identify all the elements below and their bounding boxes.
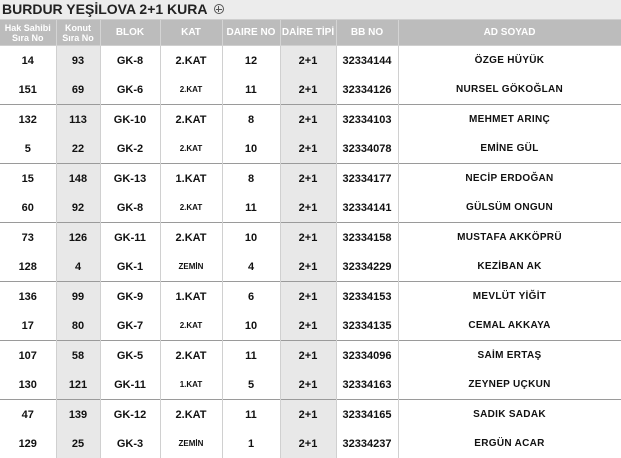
cell-konut-sira-no: 93	[56, 46, 100, 76]
cell-kat: 1.KAT	[160, 370, 222, 400]
cell-daire-no: 1	[222, 429, 280, 458]
cell-blok: GK-11	[100, 223, 160, 253]
header-blok: BLOK	[100, 20, 160, 46]
table-row	[0, 252, 621, 282]
cell-kat: 2.KAT	[160, 341, 222, 371]
cell-blok: GK-3	[100, 429, 160, 458]
cell-hak-sahibi-sira-no: 129	[0, 429, 56, 458]
expand-plus-icon[interactable]	[214, 4, 224, 14]
cell-konut-sira-no: 80	[56, 311, 100, 341]
cell-bb-no: 32334141	[336, 193, 398, 223]
cell-ad-soyad: GÜLSÜM ONGUN	[398, 193, 621, 223]
cell-hak-sahibi-sira-no: 60	[0, 193, 56, 223]
cell-bb-no: 32334237	[336, 429, 398, 458]
cell-bb-no: 32334078	[336, 134, 398, 164]
cell-daire-no: 10	[222, 311, 280, 341]
cell-ad-soyad: MEHMET ARINÇ	[398, 105, 621, 135]
cell-daire-tipi: 2+1	[280, 164, 336, 194]
cell-bb-no: 32334229	[336, 252, 398, 282]
cell-konut-sira-no: 139	[56, 400, 100, 430]
cell-daire-tipi: 2+1	[280, 282, 336, 312]
cell-daire-tipi: 2+1	[280, 46, 336, 76]
table-row	[0, 193, 621, 223]
cell-kat: 1.KAT	[160, 164, 222, 194]
cell-blok: GK-10	[100, 105, 160, 135]
table-row	[0, 105, 621, 135]
cell-hak-sahibi-sira-no: 128	[0, 252, 56, 282]
cell-bb-no: 32334165	[336, 400, 398, 430]
cell-bb-no: 32334135	[336, 311, 398, 341]
cell-kat: ZEMİN	[160, 252, 222, 282]
cell-kat: 1.KAT	[160, 282, 222, 312]
cell-ad-soyad: MEVLÜT YİĞİT	[398, 282, 621, 312]
cell-ad-soyad: NURSEL GÖKOĞLAN	[398, 75, 621, 105]
cell-konut-sira-no: 58	[56, 341, 100, 371]
cell-daire-tipi: 2+1	[280, 75, 336, 105]
cell-ad-soyad: NECİP ERDOĞAN	[398, 164, 621, 194]
header-hak-line1: Hak Sahibi	[0, 23, 56, 33]
cell-bb-no: 32334163	[336, 370, 398, 400]
cell-blok: GK-5	[100, 341, 160, 371]
header-daire-no: DAIRE NO	[222, 20, 280, 46]
cell-daire-tipi: 2+1	[280, 223, 336, 253]
cell-kat: ZEMİN	[160, 429, 222, 458]
cell-kat: 2.KAT	[160, 311, 222, 341]
cell-kat: 2.KAT	[160, 75, 222, 105]
cell-blok: GK-6	[100, 75, 160, 105]
cell-bb-no: 32334153	[336, 282, 398, 312]
cell-daire-tipi: 2+1	[280, 193, 336, 223]
page-title: BURDUR YEŞİLOVA 2+1 KURA	[2, 1, 207, 17]
cell-ad-soyad: ÖZGE HÜYÜK	[398, 46, 621, 76]
cell-blok: GK-8	[100, 46, 160, 76]
table-row	[0, 282, 621, 312]
cell-konut-sira-no: 113	[56, 105, 100, 135]
cell-blok: GK-12	[100, 400, 160, 430]
cell-bb-no: 32334103	[336, 105, 398, 135]
cell-bb-no: 32334126	[336, 75, 398, 105]
table-row	[0, 341, 621, 371]
cell-daire-tipi: 2+1	[280, 370, 336, 400]
cell-konut-sira-no: 25	[56, 429, 100, 458]
cell-daire-tipi: 2+1	[280, 429, 336, 458]
page-title-bar	[0, 0, 621, 20]
cell-blok: GK-9	[100, 282, 160, 312]
cell-daire-no: 8	[222, 105, 280, 135]
cell-daire-no: 8	[222, 164, 280, 194]
cell-daire-tipi: 2+1	[280, 400, 336, 430]
header-daire-tipi: DAİRE TİPİ	[280, 20, 336, 46]
cell-blok: GK-2	[100, 134, 160, 164]
table-header-row	[0, 20, 621, 46]
cell-kat: 2.KAT	[160, 46, 222, 76]
cell-hak-sahibi-sira-no: 130	[0, 370, 56, 400]
table-row	[0, 75, 621, 105]
cell-hak-sahibi-sira-no: 5	[0, 134, 56, 164]
cell-daire-no: 4	[222, 252, 280, 282]
cell-hak-sahibi-sira-no: 132	[0, 105, 56, 135]
cell-konut-sira-no: 22	[56, 134, 100, 164]
table-row	[0, 134, 621, 164]
cell-blok: GK-7	[100, 311, 160, 341]
cell-konut-sira-no: 148	[56, 164, 100, 194]
cell-blok: GK-8	[100, 193, 160, 223]
cell-kat: 2.KAT	[160, 134, 222, 164]
cell-kat: 2.KAT	[160, 400, 222, 430]
cell-blok: GK-13	[100, 164, 160, 194]
cell-hak-sahibi-sira-no: 47	[0, 400, 56, 430]
cell-hak-sahibi-sira-no: 107	[0, 341, 56, 371]
cell-ad-soyad: KEZİBAN AK	[398, 252, 621, 282]
cell-konut-sira-no: 121	[56, 370, 100, 400]
cell-bb-no: 32334096	[336, 341, 398, 371]
table-row	[0, 370, 621, 400]
cell-bb-no: 32334177	[336, 164, 398, 194]
cell-daire-no: 10	[222, 134, 280, 164]
cell-daire-no: 11	[222, 75, 280, 105]
cell-hak-sahibi-sira-no: 17	[0, 311, 56, 341]
cell-bb-no: 32334144	[336, 46, 398, 76]
cell-ad-soyad: CEMAL AKKAYA	[398, 311, 621, 341]
cell-blok: GK-11	[100, 370, 160, 400]
cell-ad-soyad: ZEYNEP UÇKUN	[398, 370, 621, 400]
cell-konut-sira-no: 69	[56, 75, 100, 105]
cell-daire-no: 11	[222, 341, 280, 371]
cell-hak-sahibi-sira-no: 14	[0, 46, 56, 76]
header-hak-line2: Sıra No	[0, 33, 56, 43]
cell-kat: 2.KAT	[160, 223, 222, 253]
header-ad-soyad: AD SOYAD	[398, 20, 621, 46]
cell-konut-sira-no: 99	[56, 282, 100, 312]
cell-daire-no: 12	[222, 46, 280, 76]
cell-daire-no: 10	[222, 223, 280, 253]
table-body	[0, 46, 621, 458]
header-konut-line2: Sıra No	[57, 33, 100, 43]
cell-daire-no: 11	[222, 400, 280, 430]
cell-ad-soyad: ERGÜN ACAR	[398, 429, 621, 458]
table-row	[0, 46, 621, 76]
cell-daire-tipi: 2+1	[280, 341, 336, 371]
cell-kat: 2.KAT	[160, 105, 222, 135]
header-konut	[56, 20, 100, 46]
header-bb-no: BB NO	[336, 20, 398, 46]
cell-ad-soyad: SADIK SADAK	[398, 400, 621, 430]
cell-hak-sahibi-sira-no: 15	[0, 164, 56, 194]
cell-konut-sira-no: 92	[56, 193, 100, 223]
cell-daire-no: 6	[222, 282, 280, 312]
header-hak-sahibi	[0, 20, 56, 46]
cell-ad-soyad: EMİNE GÜL	[398, 134, 621, 164]
cell-ad-soyad: MUSTAFA AKKÖPRÜ	[398, 223, 621, 253]
cell-ad-soyad: SAİM ERTAŞ	[398, 341, 621, 371]
table-row	[0, 311, 621, 341]
cell-daire-tipi: 2+1	[280, 134, 336, 164]
cell-daire-tipi: 2+1	[280, 252, 336, 282]
cell-konut-sira-no: 126	[56, 223, 100, 253]
cell-blok: GK-1	[100, 252, 160, 282]
cell-hak-sahibi-sira-no: 136	[0, 282, 56, 312]
cell-daire-no: 5	[222, 370, 280, 400]
cell-konut-sira-no: 4	[56, 252, 100, 282]
cell-daire-no: 11	[222, 193, 280, 223]
cell-hak-sahibi-sira-no: 73	[0, 223, 56, 253]
cell-kat: 2.KAT	[160, 193, 222, 223]
table-row	[0, 400, 621, 430]
header-konut-line1: Konut	[57, 23, 100, 33]
table-row	[0, 429, 621, 458]
table-row	[0, 223, 621, 253]
cell-bb-no: 32334158	[336, 223, 398, 253]
cell-hak-sahibi-sira-no: 151	[0, 75, 56, 105]
cell-daire-tipi: 2+1	[280, 105, 336, 135]
table-row	[0, 164, 621, 194]
cell-daire-tipi: 2+1	[280, 311, 336, 341]
results-table	[0, 20, 621, 458]
header-kat: KAT	[160, 20, 222, 46]
